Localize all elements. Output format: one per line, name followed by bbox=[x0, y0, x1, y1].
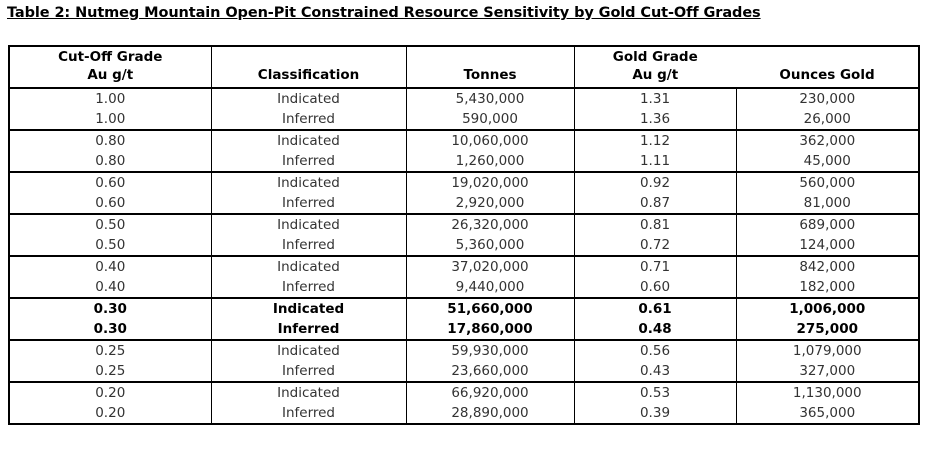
table-cell-classification: Indicated bbox=[211, 88, 406, 109]
table-cell-ounces-gold: 362,000 bbox=[736, 130, 919, 151]
table-cell-cutoff-grade: 0.50 bbox=[9, 214, 211, 235]
table-cell-gold-grade: 0.81 bbox=[574, 214, 736, 235]
table-cell-gold-grade: 0.87 bbox=[574, 193, 736, 214]
table-cell-classification: Inferred bbox=[211, 361, 406, 382]
table-cell-cutoff-grade: 0.40 bbox=[9, 256, 211, 277]
table-cell-ounces-gold: 1,079,000 bbox=[736, 340, 919, 361]
col-header-line: Au g/t bbox=[632, 67, 679, 83]
table-cell-tonnes: 590,000 bbox=[406, 109, 574, 130]
table-cell-gold-grade: 0.72 bbox=[574, 235, 736, 256]
cutoff-group-0.20 bbox=[9, 382, 919, 424]
table-title: Table 2: Nutmeg Mountain Open-Pit Constrained Resource Sensitivity by Gold Cut-Off Grades bbox=[7, 5, 761, 21]
table-cell-tonnes: 17,860,000 bbox=[406, 319, 574, 340]
table-cell-tonnes: 66,920,000 bbox=[406, 382, 574, 403]
cutoff-group-0.40 bbox=[9, 256, 919, 298]
col-header-line: Cut-Off Grade bbox=[58, 49, 163, 65]
table-cell-classification: Indicated bbox=[211, 382, 406, 403]
col-header-tonnes bbox=[406, 46, 574, 88]
table-row bbox=[9, 235, 919, 256]
table-row bbox=[9, 403, 919, 424]
table-cell-cutoff-grade: 0.60 bbox=[9, 193, 211, 214]
table-cell-classification: Indicated bbox=[211, 298, 406, 319]
table-cell-ounces-gold: 689,000 bbox=[736, 214, 919, 235]
table-cell-gold-grade: 0.56 bbox=[574, 340, 736, 361]
table-cell-gold-grade: 0.61 bbox=[574, 298, 736, 319]
table-cell-tonnes: 28,890,000 bbox=[406, 403, 574, 424]
table-row bbox=[9, 214, 919, 235]
col-header-line: Gold Grade bbox=[612, 49, 698, 65]
table-cell-tonnes: 19,020,000 bbox=[406, 172, 574, 193]
table-row bbox=[9, 88, 919, 109]
table-cell-cutoff-grade: 0.25 bbox=[9, 340, 211, 361]
table-row bbox=[9, 361, 919, 382]
table-cell-tonnes: 51,660,000 bbox=[406, 298, 574, 319]
table-cell-classification: Indicated bbox=[211, 214, 406, 235]
col-header-cutoff-grade bbox=[9, 46, 211, 88]
table-cell-cutoff-grade: 1.00 bbox=[9, 109, 211, 130]
table-cell-tonnes: 5,430,000 bbox=[406, 88, 574, 109]
table-cell-tonnes: 2,920,000 bbox=[406, 193, 574, 214]
table-cell-gold-grade: 1.36 bbox=[574, 109, 736, 130]
table-cell-gold-grade: 1.11 bbox=[574, 151, 736, 172]
table-cell-tonnes: 26,320,000 bbox=[406, 214, 574, 235]
table-cell-gold-grade: 0.48 bbox=[574, 319, 736, 340]
table-cell-ounces-gold: 560,000 bbox=[736, 172, 919, 193]
table-cell-gold-grade: 0.92 bbox=[574, 172, 736, 193]
table-cell-cutoff-grade: 0.25 bbox=[9, 361, 211, 382]
table-cell-cutoff-grade: 0.30 bbox=[9, 319, 211, 340]
table-cell-cutoff-grade: 0.80 bbox=[9, 130, 211, 151]
col-header-line: Ounces Gold bbox=[779, 67, 875, 83]
table-cell-tonnes: 59,930,000 bbox=[406, 340, 574, 361]
table-row bbox=[9, 193, 919, 214]
table-row bbox=[9, 172, 919, 193]
resource-table bbox=[8, 45, 920, 425]
table-cell-classification: Inferred bbox=[211, 319, 406, 340]
table-cell-ounces-gold: 365,000 bbox=[736, 403, 919, 424]
cutoff-group-0.25 bbox=[9, 340, 919, 382]
table-row bbox=[9, 340, 919, 361]
table-cell-cutoff-grade: 0.30 bbox=[9, 298, 211, 319]
table-cell-tonnes: 10,060,000 bbox=[406, 130, 574, 151]
table-cell-cutoff-grade: 0.20 bbox=[9, 403, 211, 424]
table-cell-ounces-gold: 842,000 bbox=[736, 256, 919, 277]
table-cell-tonnes: 9,440,000 bbox=[406, 277, 574, 298]
table-cell-classification: Indicated bbox=[211, 256, 406, 277]
table-cell-gold-grade: 1.31 bbox=[574, 88, 736, 109]
table-cell-cutoff-grade: 0.20 bbox=[9, 382, 211, 403]
table-cell-gold-grade: 0.39 bbox=[574, 403, 736, 424]
cutoff-group-0.80 bbox=[9, 130, 919, 172]
table-cell-classification: Indicated bbox=[211, 172, 406, 193]
col-header-line: Au g/t bbox=[87, 67, 134, 83]
table-cell-classification: Indicated bbox=[211, 130, 406, 151]
table-cell-tonnes: 1,260,000 bbox=[406, 151, 574, 172]
table-header-row bbox=[9, 46, 919, 88]
table-row bbox=[9, 319, 919, 340]
table-cell-gold-grade: 1.12 bbox=[574, 130, 736, 151]
table-cell-cutoff-grade: 0.60 bbox=[9, 172, 211, 193]
table-cell-classification: Indicated bbox=[211, 340, 406, 361]
table-cell-cutoff-grade: 0.40 bbox=[9, 277, 211, 298]
table-row bbox=[9, 130, 919, 151]
table-cell-ounces-gold: 1,130,000 bbox=[736, 382, 919, 403]
col-header-line: Classification bbox=[257, 67, 360, 83]
table-cell-gold-grade: 0.71 bbox=[574, 256, 736, 277]
col-header-line: Tonnes bbox=[463, 67, 517, 83]
cutoff-group-0.30 bbox=[9, 298, 919, 340]
table-row bbox=[9, 109, 919, 130]
table-cell-ounces-gold: 275,000 bbox=[736, 319, 919, 340]
table-cell-gold-grade: 0.53 bbox=[574, 382, 736, 403]
table-cell-ounces-gold: 26,000 bbox=[736, 109, 919, 130]
col-header-gold-grade bbox=[574, 46, 736, 88]
table-row bbox=[9, 256, 919, 277]
table-cell-ounces-gold: 1,006,000 bbox=[736, 298, 919, 319]
table-cell-tonnes: 23,660,000 bbox=[406, 361, 574, 382]
cutoff-group-1.00 bbox=[9, 88, 919, 130]
table-cell-classification: Inferred bbox=[211, 277, 406, 298]
table-row bbox=[9, 151, 919, 172]
table-cell-cutoff-grade: 0.50 bbox=[9, 235, 211, 256]
table-cell-ounces-gold: 327,000 bbox=[736, 361, 919, 382]
table-cell-gold-grade: 0.60 bbox=[574, 277, 736, 298]
table-cell-cutoff-grade: 0.80 bbox=[9, 151, 211, 172]
table-cell-classification: Inferred bbox=[211, 109, 406, 130]
table-cell-ounces-gold: 124,000 bbox=[736, 235, 919, 256]
col-header-classification bbox=[211, 46, 406, 88]
table-row bbox=[9, 298, 919, 319]
table-row bbox=[9, 277, 919, 298]
table-cell-tonnes: 5,360,000 bbox=[406, 235, 574, 256]
table-cell-ounces-gold: 81,000 bbox=[736, 193, 919, 214]
table-header bbox=[9, 46, 919, 88]
table-cell-cutoff-grade: 1.00 bbox=[9, 88, 211, 109]
table-cell-classification: Inferred bbox=[211, 235, 406, 256]
cutoff-group-0.50 bbox=[9, 214, 919, 256]
table-row bbox=[9, 382, 919, 403]
col-header-ounces-gold bbox=[736, 46, 919, 88]
cutoff-group-0.60 bbox=[9, 172, 919, 214]
table-cell-classification: Inferred bbox=[211, 151, 406, 172]
table-cell-ounces-gold: 230,000 bbox=[736, 88, 919, 109]
table-cell-classification: Inferred bbox=[211, 403, 406, 424]
table-cell-ounces-gold: 45,000 bbox=[736, 151, 919, 172]
table-cell-tonnes: 37,020,000 bbox=[406, 256, 574, 277]
table-cell-ounces-gold: 182,000 bbox=[736, 277, 919, 298]
table-cell-gold-grade: 0.43 bbox=[574, 361, 736, 382]
table-cell-classification: Inferred bbox=[211, 193, 406, 214]
